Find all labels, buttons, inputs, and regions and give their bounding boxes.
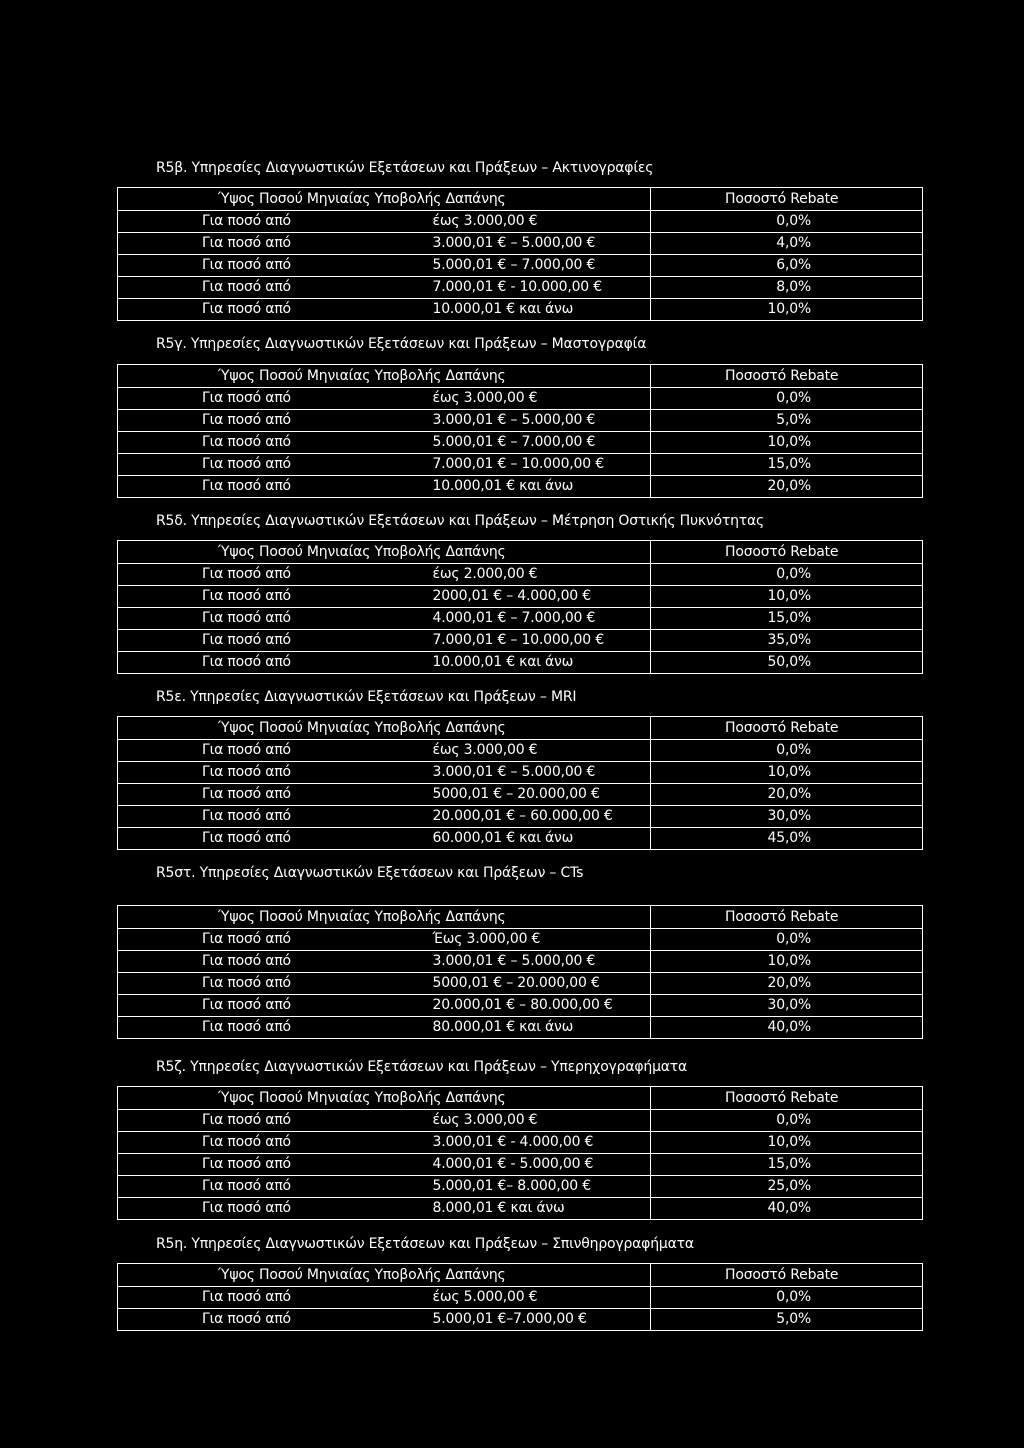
row-range: 5.000,01 €– 8.000,00 €: [433, 1176, 651, 1198]
row-rate: 0,0%: [651, 1287, 923, 1309]
row-range: έως 3.000,00 €: [433, 388, 651, 410]
header-rebate-label: Ποσοστό Rebate: [651, 1264, 923, 1287]
row-rate: 0,0%: [651, 564, 923, 586]
row-label: Για ποσό από: [118, 652, 433, 674]
row-range: έως 3.000,00 €: [433, 211, 651, 233]
row-rate: 20,0%: [651, 476, 923, 498]
row-range: 3.000,01 € – 5.000,00 €: [433, 762, 651, 784]
table-row: [118, 1132, 923, 1154]
table-row: [118, 1287, 923, 1309]
table-row: [118, 951, 923, 973]
header-rebate-label: Ποσοστό Rebate: [651, 188, 923, 211]
row-rate: 0,0%: [651, 388, 923, 410]
rebate-table-r5e: [117, 716, 923, 850]
row-label: Για ποσό από: [118, 608, 433, 630]
row-range: 7.000,01 € – 10.000,00 €: [433, 454, 651, 476]
row-range: 8.000,01 € και άνω: [433, 1198, 651, 1220]
table-row: [118, 806, 923, 828]
table-row: [118, 277, 923, 299]
header-rebate-label: Ποσοστό Rebate: [651, 1087, 923, 1110]
row-label: Για ποσό από: [118, 432, 433, 454]
table-header-row: [118, 906, 923, 929]
table-row: [118, 929, 923, 951]
row-rate: 30,0%: [651, 806, 923, 828]
table-row: [118, 608, 923, 630]
header-rebate-label: Ποσοστό Rebate: [651, 717, 923, 740]
section-title-r5b: R5β. Υπηρεσίες Διαγνωστικών Εξετάσεων και Πράξεων – Ακτινογραφίες: [156, 160, 654, 176]
row-range: 10.000,01 € και άνω: [433, 652, 651, 674]
row-label: Για ποσό από: [118, 255, 433, 277]
row-label: Για ποσό από: [118, 828, 433, 850]
row-rate: 45,0%: [651, 828, 923, 850]
row-rate: 0,0%: [651, 211, 923, 233]
row-label: Για ποσό από: [118, 1154, 433, 1176]
row-label: Για ποσό από: [118, 1176, 433, 1198]
row-rate: 6,0%: [651, 255, 923, 277]
row-range: 5.000,01 € – 7.000,00 €: [433, 255, 651, 277]
row-rate: 10,0%: [651, 1132, 923, 1154]
header-amount-label: Ύψος Ποσού Μηνιαίας Υποβολής Δαπάνης: [118, 1087, 651, 1110]
row-range: 4.000,01 € - 5.000,00 €: [433, 1154, 651, 1176]
rebate-table-r5d: [117, 540, 923, 674]
row-range: έως 5.000,00 €: [433, 1287, 651, 1309]
row-label: Για ποσό από: [118, 299, 433, 321]
section-title-r5i: R5η. Υπηρεσίες Διαγνωστικών Εξετάσεων και Πράξεων – Σπινθηρογραφήματα: [156, 1236, 694, 1252]
table-row: [118, 1154, 923, 1176]
row-label: Για ποσό από: [118, 388, 433, 410]
row-rate: 0,0%: [651, 929, 923, 951]
row-rate: 35,0%: [651, 630, 923, 652]
table-header-row: [118, 365, 923, 388]
table-row: [118, 454, 923, 476]
table-row: [118, 630, 923, 652]
header-rebate-label: Ποσοστό Rebate: [651, 541, 923, 564]
row-label: Για ποσό από: [118, 740, 433, 762]
row-range: έως 3.000,00 €: [433, 1110, 651, 1132]
row-range: 5.000,01 €–7.000,00 €: [433, 1309, 651, 1331]
rebate-table-r5z: [117, 1086, 923, 1220]
row-rate: 10,0%: [651, 586, 923, 608]
row-range: 5.000,01 € – 7.000,00 €: [433, 432, 651, 454]
row-range: 3.000,01 € – 5.000,00 €: [433, 233, 651, 255]
row-rate: 0,0%: [651, 1110, 923, 1132]
row-rate: 8,0%: [651, 277, 923, 299]
table-row: [118, 432, 923, 454]
row-rate: 10,0%: [651, 951, 923, 973]
row-rate: 10,0%: [651, 762, 923, 784]
row-range: 10.000,01 € και άνω: [433, 299, 651, 321]
header-amount-label: Ύψος Ποσού Μηνιαίας Υποβολής Δαπάνης: [118, 717, 651, 740]
header-amount-label: Ύψος Ποσού Μηνιαίας Υποβολής Δαπάνης: [118, 1264, 651, 1287]
row-label: Για ποσό από: [118, 1017, 433, 1039]
row-range: έως 3.000,00 €: [433, 740, 651, 762]
row-label: Για ποσό από: [118, 1132, 433, 1154]
table-row: [118, 740, 923, 762]
row-label: Για ποσό από: [118, 784, 433, 806]
row-range: 3.000,01 € – 5.000,00 €: [433, 951, 651, 973]
section-title-r5z: R5ζ. Υπηρεσίες Διαγνωστικών Εξετάσεων και Πράξεων – Υπερηχογραφήματα: [156, 1059, 688, 1075]
row-range: 7.000,01 € – 10.000,00 €: [433, 630, 651, 652]
table-header-row: [118, 1264, 923, 1287]
row-range: έως 2.000,00 €: [433, 564, 651, 586]
row-range: Έως 3.000,00 €: [433, 929, 651, 951]
row-rate: 15,0%: [651, 1154, 923, 1176]
row-range: 20.000,01 € – 60.000,00 €: [433, 806, 651, 828]
row-rate: 40,0%: [651, 1198, 923, 1220]
row-label: Για ποσό από: [118, 410, 433, 432]
table-row: [118, 410, 923, 432]
table-row: [118, 973, 923, 995]
header-amount-label: Ύψος Ποσού Μηνιαίας Υποβολής Δαπάνης: [118, 541, 651, 564]
row-rate: 5,0%: [651, 410, 923, 432]
header-amount-label: Ύψος Ποσού Μηνιαίας Υποβολής Δαπάνης: [118, 365, 651, 388]
table-row: [118, 211, 923, 233]
row-rate: 0,0%: [651, 740, 923, 762]
row-rate: 50,0%: [651, 652, 923, 674]
rebate-table-r5b: [117, 187, 923, 321]
row-rate: 5,0%: [651, 1309, 923, 1331]
row-rate: 40,0%: [651, 1017, 923, 1039]
table-header-row: [118, 1087, 923, 1110]
rebate-table-r5st: [117, 905, 923, 1039]
row-rate: 15,0%: [651, 608, 923, 630]
row-label: Για ποσό από: [118, 233, 433, 255]
row-range: 3.000,01 € – 5.000,00 €: [433, 410, 651, 432]
row-range: 10.000,01 € και άνω: [433, 476, 651, 498]
row-rate: 30,0%: [651, 995, 923, 1017]
row-label: Για ποσό από: [118, 1110, 433, 1132]
row-label: Για ποσό από: [118, 762, 433, 784]
row-rate: 4,0%: [651, 233, 923, 255]
table-row: [118, 762, 923, 784]
row-range: 5000,01 € – 20.000,00 €: [433, 784, 651, 806]
row-label: Για ποσό από: [118, 1198, 433, 1220]
table-row: [118, 388, 923, 410]
table-row: [118, 564, 923, 586]
row-label: Για ποσό από: [118, 211, 433, 233]
row-rate: 20,0%: [651, 973, 923, 995]
row-range: 2000,01 € – 4.000,00 €: [433, 586, 651, 608]
rebate-table-r5i: [117, 1263, 923, 1331]
row-rate: 20,0%: [651, 784, 923, 806]
table-row: [118, 233, 923, 255]
row-label: Για ποσό από: [118, 1309, 433, 1331]
table-header-row: [118, 717, 923, 740]
table-row: [118, 828, 923, 850]
row-label: Για ποσό από: [118, 1287, 433, 1309]
header-rebate-label: Ποσοστό Rebate: [651, 365, 923, 388]
table-row: [118, 299, 923, 321]
row-label: Για ποσό από: [118, 806, 433, 828]
row-label: Για ποσό από: [118, 476, 433, 498]
header-rebate-label: Ποσοστό Rebate: [651, 906, 923, 929]
table-row: [118, 1110, 923, 1132]
table-row: [118, 784, 923, 806]
row-rate: 25,0%: [651, 1176, 923, 1198]
row-rate: 15,0%: [651, 454, 923, 476]
table-row: [118, 255, 923, 277]
table-row: [118, 652, 923, 674]
rebate-table-r5c: [117, 364, 923, 498]
section-title-r5d: R5δ. Υπηρεσίες Διαγνωστικών Εξετάσεων και Πράξεων – Μέτρηση Οστικής Πυκνότητας: [156, 513, 765, 529]
row-range: 60.000,01 € και άνω: [433, 828, 651, 850]
row-range: 3.000,01 € - 4.000,00 €: [433, 1132, 651, 1154]
row-label: Για ποσό από: [118, 929, 433, 951]
row-range: 7.000,01 € - 10.000,00 €: [433, 277, 651, 299]
table-row: [118, 995, 923, 1017]
table-row: [118, 1017, 923, 1039]
table-row: [118, 1176, 923, 1198]
row-label: Για ποσό από: [118, 564, 433, 586]
table-row: [118, 1198, 923, 1220]
row-range: 4.000,01 € – 7.000,00 €: [433, 608, 651, 630]
row-rate: 10,0%: [651, 299, 923, 321]
section-title-r5c: R5γ. Υπηρεσίες Διαγνωστικών Εξετάσεων και Πράξεων – Μαστογραφία: [156, 336, 647, 352]
table-row: [118, 586, 923, 608]
row-label: Για ποσό από: [118, 973, 433, 995]
section-title-r5st: R5στ. Υπηρεσίες Διαγνωστικών Εξετάσεων και Πράξεων – CTs: [156, 865, 584, 881]
table-header-row: [118, 188, 923, 211]
table-row: [118, 476, 923, 498]
row-label: Για ποσό από: [118, 277, 433, 299]
row-rate: 10,0%: [651, 432, 923, 454]
table-row: [118, 1309, 923, 1331]
header-amount-label: Ύψος Ποσού Μηνιαίας Υποβολής Δαπάνης: [118, 188, 651, 211]
section-title-r5e: R5ε. Υπηρεσίες Διαγνωστικών Εξετάσεων και Πράξεων – MRI: [156, 689, 577, 705]
row-label: Για ποσό από: [118, 586, 433, 608]
table-header-row: [118, 541, 923, 564]
row-label: Για ποσό από: [118, 995, 433, 1017]
header-amount-label: Ύψος Ποσού Μηνιαίας Υποβολής Δαπάνης: [118, 906, 651, 929]
row-label: Για ποσό από: [118, 951, 433, 973]
row-label: Για ποσό από: [118, 454, 433, 476]
row-label: Για ποσό από: [118, 630, 433, 652]
row-range: 5000,01 € – 20.000,00 €: [433, 973, 651, 995]
row-range: 80.000,01 € και άνω: [433, 1017, 651, 1039]
row-range: 20.000,01 € – 80.000,00 €: [433, 995, 651, 1017]
